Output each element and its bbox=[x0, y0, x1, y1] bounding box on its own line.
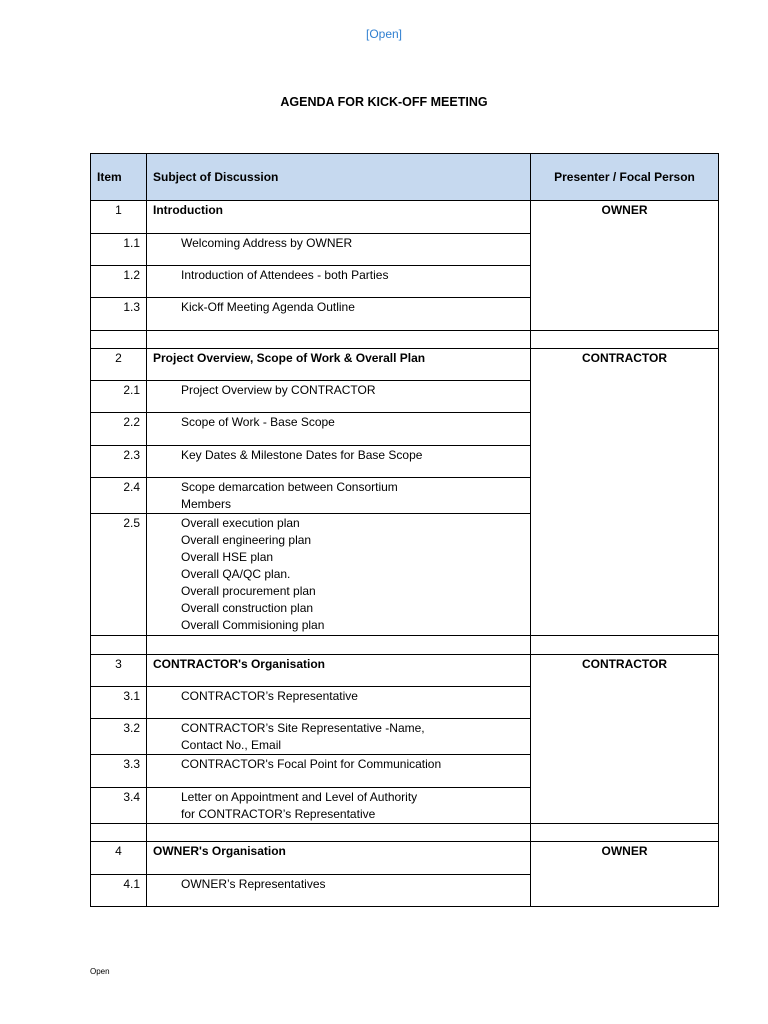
subitem-subject: Project Overview by CONTRACTOR bbox=[147, 381, 531, 413]
subject-line: Contact No., Email bbox=[181, 738, 282, 752]
presenter-cell: OWNER bbox=[531, 201, 719, 331]
header-subject: Subject of Discussion bbox=[147, 154, 531, 201]
section-subject: CONTRACTOR's Organisation bbox=[147, 655, 531, 687]
item-number: 2.5 bbox=[91, 514, 147, 636]
agenda-table bbox=[90, 153, 719, 907]
subitem-subject bbox=[147, 478, 531, 514]
item-number: 3.1 bbox=[91, 687, 147, 719]
item-number: 1 bbox=[91, 201, 147, 234]
subject-line: Overall execution plan bbox=[181, 516, 300, 530]
table-header-row bbox=[91, 154, 719, 201]
subitem-subject: Welcoming Address by OWNER bbox=[147, 234, 531, 266]
section-subject: OWNER's Organisation bbox=[147, 842, 531, 875]
item-number: 4 bbox=[91, 842, 147, 875]
footer-classification: Open bbox=[90, 967, 110, 976]
subitem-subject: Key Dates & Milestone Dates for Base Scope bbox=[147, 446, 531, 478]
subject-line: Members bbox=[181, 497, 232, 511]
subitem-subject: Scope of Work - Base Scope bbox=[147, 413, 531, 446]
table-row bbox=[91, 201, 719, 234]
item-number: 3.3 bbox=[91, 755, 147, 788]
table-row bbox=[91, 842, 719, 875]
presenter-cell: CONTRACTOR bbox=[531, 349, 719, 636]
subitem-subject bbox=[147, 514, 531, 636]
spacer-row bbox=[91, 636, 719, 655]
subitem-subject: CONTRACTOR's Focal Point for Communication bbox=[147, 755, 531, 788]
section-subject: Introduction bbox=[147, 201, 531, 234]
item-number: 3.4 bbox=[91, 788, 147, 824]
subject-line: Overall construction plan bbox=[181, 601, 314, 615]
subitem-subject: Introduction of Attendees - both Parties bbox=[147, 266, 531, 298]
subitem-subject: OWNER’s Representatives bbox=[147, 875, 531, 907]
header-item: Item bbox=[91, 154, 147, 201]
classification-tag: [Open] bbox=[365, 27, 403, 41]
subitem-subject: CONTRACTOR’s Representative bbox=[147, 687, 531, 719]
item-number: 3 bbox=[91, 655, 147, 687]
item-number: 2 bbox=[91, 349, 147, 381]
item-number: 2.3 bbox=[91, 446, 147, 478]
page-title: AGENDA FOR KICK-OFF MEETING bbox=[280, 95, 488, 109]
subject-line: for CONTRACTOR’s Representative bbox=[181, 807, 376, 821]
table-row bbox=[91, 655, 719, 687]
subject-line: Overall HSE plan bbox=[181, 550, 274, 564]
item-number: 4.1 bbox=[91, 875, 147, 907]
header-presenter: Presenter / Focal Person bbox=[531, 154, 719, 201]
section-subject: Project Overview, Scope of Work & Overall Plan bbox=[147, 349, 531, 381]
spacer-row bbox=[91, 824, 719, 842]
item-number: 2.2 bbox=[91, 413, 147, 446]
presenter-cell: CONTRACTOR bbox=[531, 655, 719, 824]
spacer-row bbox=[91, 331, 719, 349]
presenter-cell: OWNER bbox=[531, 842, 719, 907]
subject-line: Overall engineering plan bbox=[181, 533, 312, 547]
item-number: 1.2 bbox=[91, 266, 147, 298]
item-number: 1.1 bbox=[91, 234, 147, 266]
item-number: 1.3 bbox=[91, 298, 147, 331]
subject-line: Overall procurement plan bbox=[181, 584, 316, 598]
subject-line: Scope demarcation between Consortium bbox=[181, 480, 398, 494]
item-number: 2.4 bbox=[91, 478, 147, 514]
subject-line: Overall QA/QC plan. bbox=[181, 567, 291, 581]
subject-line: CONTRACTOR’s Site Representative -Name, bbox=[181, 721, 425, 735]
subitem-subject: Kick-Off Meeting Agenda Outline bbox=[147, 298, 531, 331]
table-row bbox=[91, 349, 719, 381]
subitem-subject bbox=[147, 788, 531, 824]
item-number: 2.1 bbox=[91, 381, 147, 413]
subject-line: Letter on Appointment and Level of Authority bbox=[181, 790, 418, 804]
subject-line: Overall Commisioning plan bbox=[181, 618, 325, 632]
item-number: 3.2 bbox=[91, 719, 147, 755]
subitem-subject bbox=[147, 719, 531, 755]
